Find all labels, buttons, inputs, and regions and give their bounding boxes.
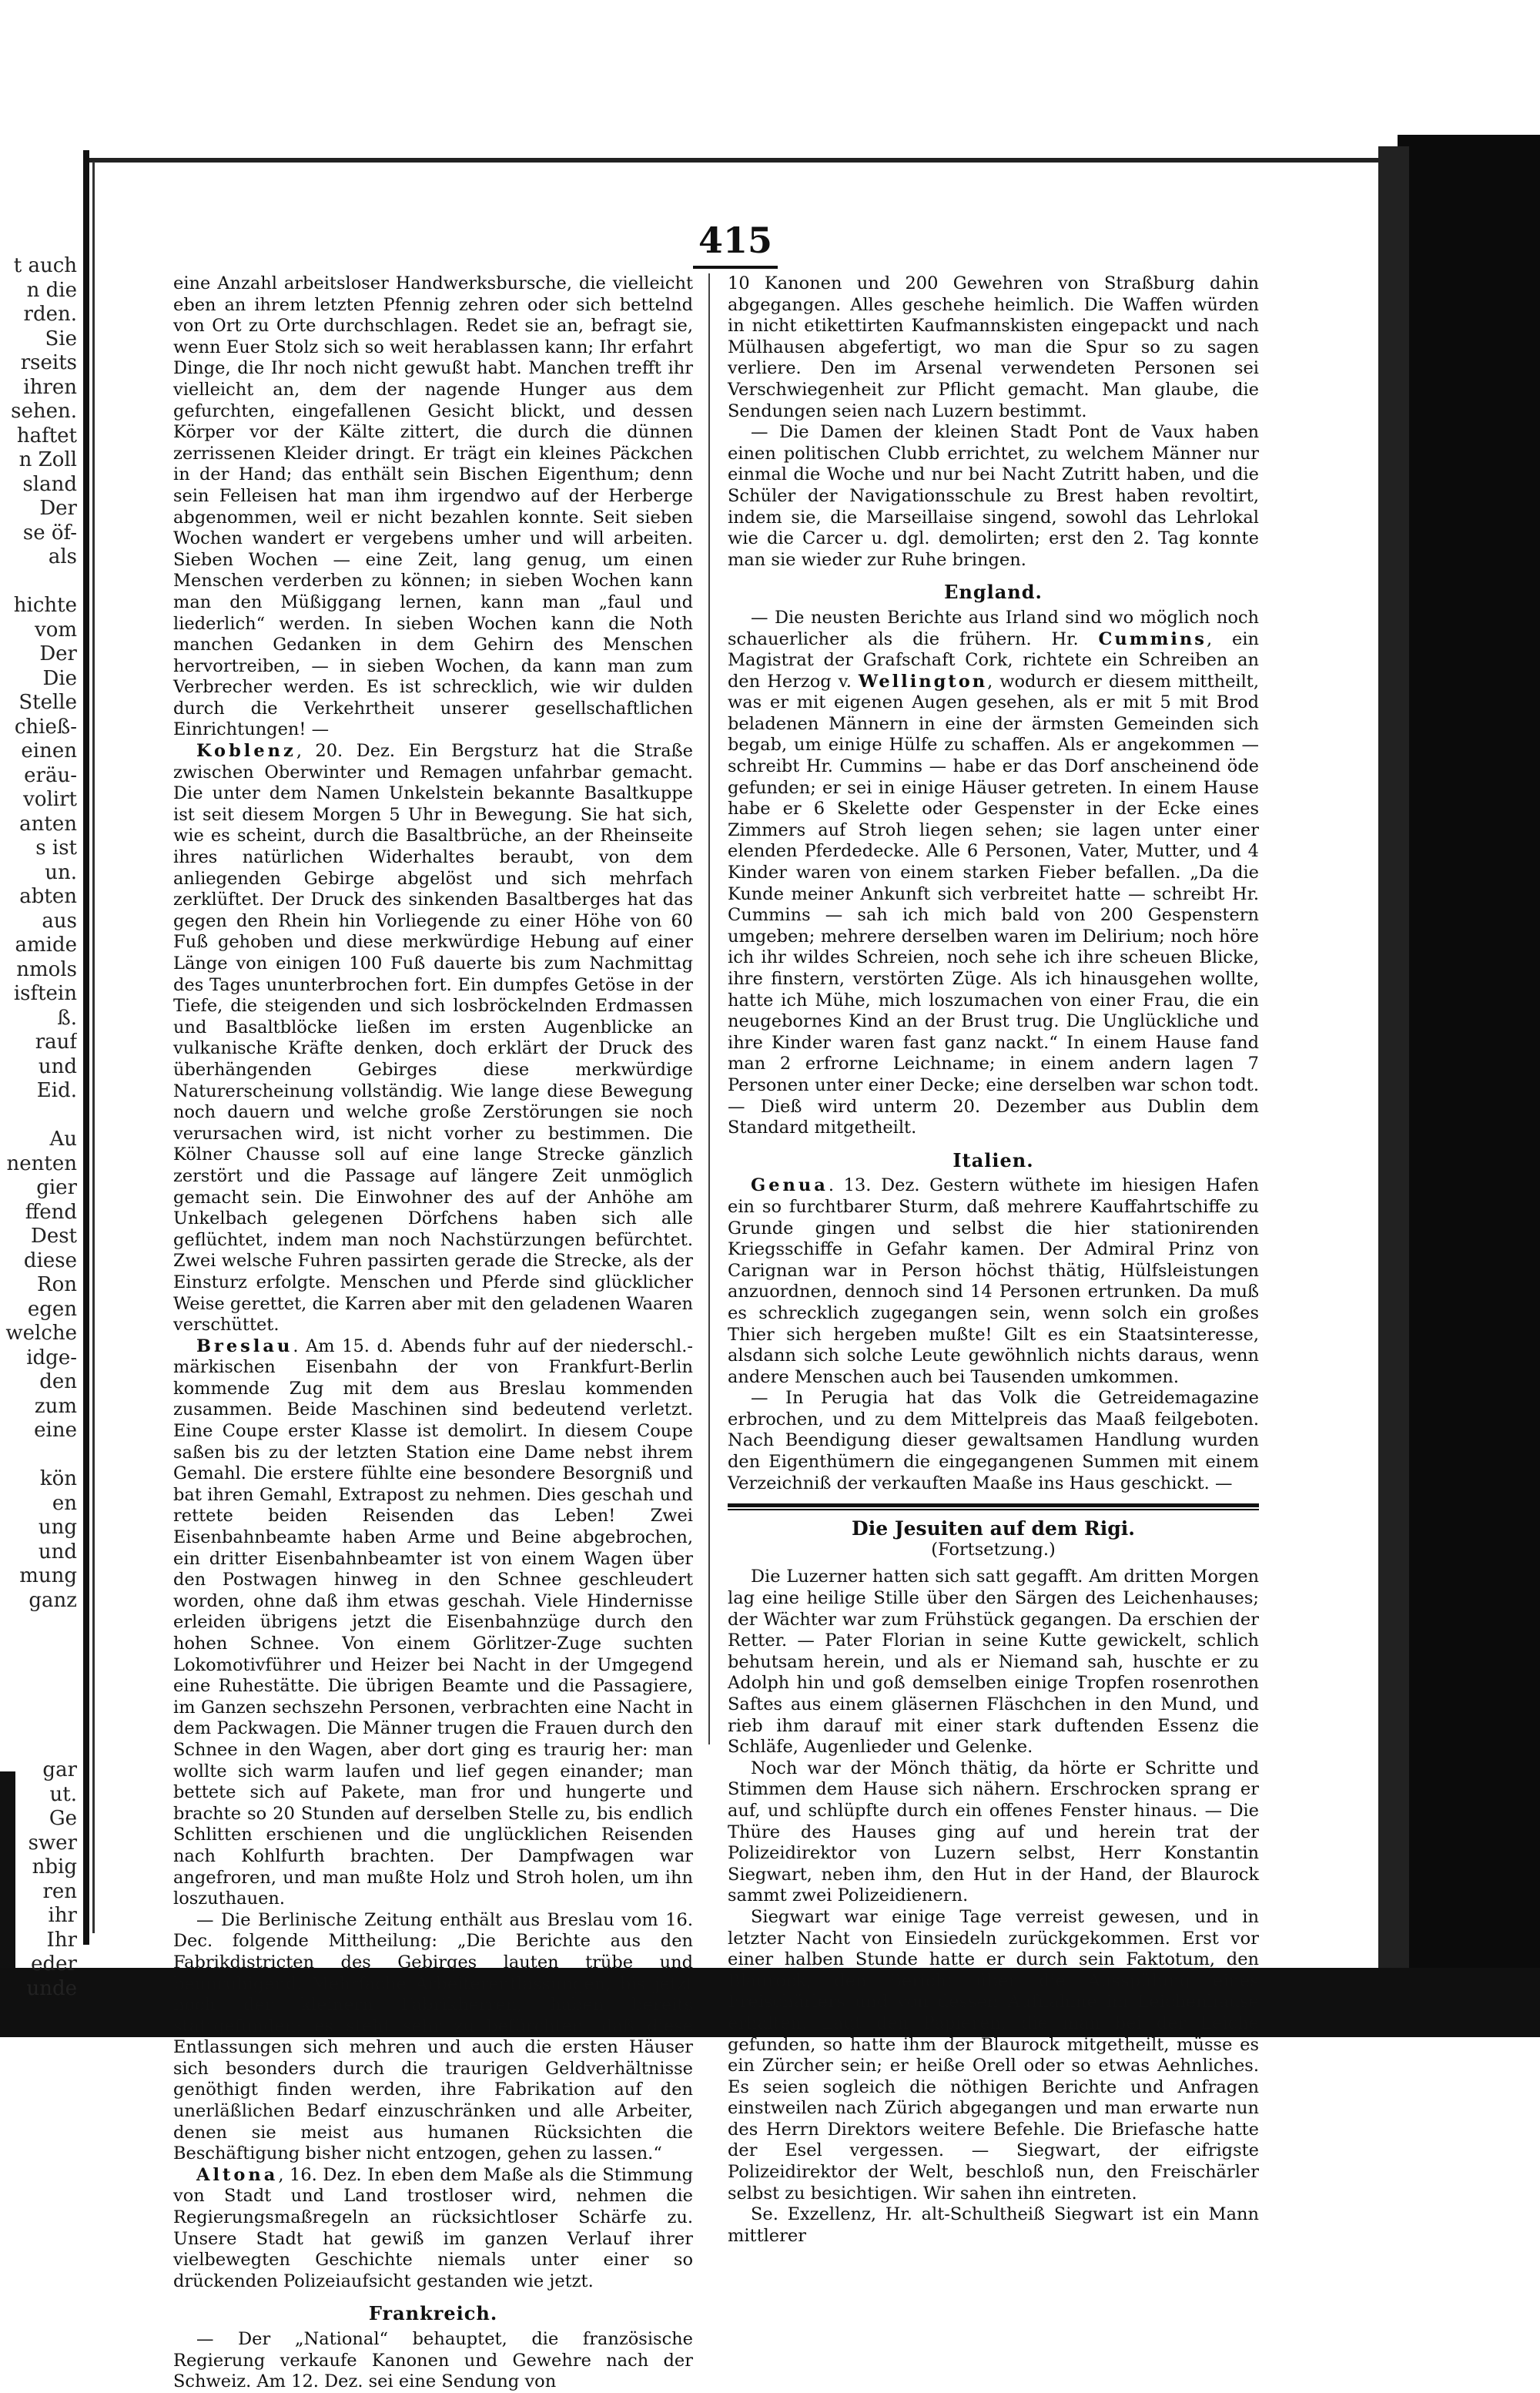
facing-page-fragment: aus: [42, 909, 77, 933]
article-ireland: [728, 608, 1259, 1139]
facing-page-fragment: Die: [42, 666, 77, 690]
article-wandering-workers: eine Anzahl arbeitsloser Handwerksbursche, die vielleicht eben an ihrem letzten Pfennig zehren oder sich bettelnd von Ort zu Orte durchschlagen. Redet sie an, befragt sie, wenn Euer Stolz sich so weit herablassen kann; Ihr erfahrt Dinge, die Ihr noch nicht gewußt habt. Manchen trefft ihr vielleicht an, dem der nagende Hunger aus dem gefurchten, eingefallenen Gesicht blickt, und dessen Körper vor der Kälte zittert, die durch die dünnen zerrissenen Kleider dringt. Er trägt ein kleines Päckchen in der Hand; das enthält sein Bischen Eigenthum; denn sein Felleisen hat man ihm irgendwo auf der Herberge abgenommen, weil er nicht bezahlen konnte. Seit sieben Wochen wandert er vergebens umher und will arbeiten. Sieben Wochen — eine Zeit, lang genug, um einen Menschen verderben zu können; in sieben Wochen kann man den Müßiggang lernen, kann man „faul und liederlich“ werden. In sieben Wochen kann die Noth manchen Gedanken in dem Gehirn des Menschen hervortreiben, — in sieben Wochen, da kann man zum Verbrecher werden. Es ist schrecklich, wie wir dulden durch die Verkehrtheit unserer gesellschaftlichen Einrichtungen! —: [173, 273, 693, 740]
article-national: — Der „National“ behauptet, die französische Regierung verkaufe Kanonen und Gewehre nach der Schweiz. Am 12. Dez. sei eine Sendung von: [173, 2329, 693, 2392]
facing-page-fragment: ganz: [28, 1588, 77, 1612]
facing-page-fragment: diese: [23, 1248, 77, 1272]
facing-page-fragment: Der: [39, 642, 77, 665]
column-divider: [708, 273, 710, 1744]
feuilleton-paragraph-4: Se. Exzellenz, Hr. alt-Schultheiß Siegwart ist ein Mann mittlerer: [728, 2204, 1259, 2246]
article-ireland-text-b: , ein Magistrat der Grafschaft Cork, richtete ein Schreiben an den Herzog v.: [728, 628, 1260, 692]
facing-page-fragment: egen: [27, 1297, 77, 1321]
facing-page-fragment: eräu-: [24, 763, 77, 787]
facing-page-fragment: Au: [49, 1128, 77, 1151]
page-number: 415: [693, 220, 778, 269]
facing-page-fragment: [0, 1710, 77, 1734]
facing-page-fragment: [0, 1686, 77, 1711]
scan-edge-right: [1398, 135, 1540, 2037]
facing-page-fragments: [0, 254, 77, 2001]
facing-page-fragment: [0, 570, 77, 595]
name-wellington: Wellington: [858, 671, 988, 692]
facing-page-fragment: ren: [42, 1879, 77, 1903]
facing-page-fragment: abten: [19, 885, 77, 908]
article-genua: [728, 1175, 1259, 1388]
feuilleton-paragraph-3: Siegwart war einige Tage verreist gewesen, und in letzter Nacht von Einsiedeln zurückgekommen. Erst vor einer halben Stunde hatte er durch sein Faktotum, den Blaurock, den Bericht über die Ausspülung eines Freischärlers und von dessen Aufnahme im Leichenhause erhalten. Laut den Papieren, die man bei der Leiche gefunden, so hatte ihm der Blaurock mitgetheilt, müsse es ein Zürcher sein; er heiße Orell oder so etwas Aehnliches. Es seien sogleich die nöthigen Berichte und Anfragen einstweilen nach Zürich abgegangen und man erwarte nun des Herrn Direktors weitere Befehle. Die Briefasche hatte der Esel vergessen. — Siegwart, der eifrigste Polizeidirektor der Welt, beschloß nun, den Freischärler selbst zu besichtigen. Wir sahen ihn eintreten.: [728, 1906, 1259, 2204]
facing-page-fragment: eder: [31, 1952, 77, 1976]
facing-page-fragment: chieß-: [14, 715, 77, 739]
facing-page-fragment: ihren: [23, 375, 77, 399]
facing-page-fragment: se öf-: [22, 521, 77, 545]
dateline-breslau: Breslau: [196, 1336, 293, 1356]
facing-page-fragment: und: [38, 1540, 77, 1563]
article-weapons-continued: 10 Kanonen und 200 Gewehren von Straßburg dahin abgegangen. Alles geschehe heimlich. Die Waffen würden in nicht etikettirten Kaufmannskisten eingepackt und nach Mülhausen abgefertigt, wo man die Spur so zu sagen verliere. Den im Arsenal verwendeten Personen sei Verschwiegenheit zur Pflicht gemacht. Man glaube, die Sendungen seien nach Luzern bestimmt.: [728, 273, 1259, 421]
facing-page-fragment: Ron: [37, 1273, 77, 1296]
facing-page-fragment: anten: [19, 812, 77, 836]
article-pont-de-vaux: — Die Damen der kleinen Stadt Pont de Vaux haben einen politischen Clubb errichtet, zu welchem Männer nur einmal die Woche und nur bei Nacht Zutritt haben, und die Schüler der Navigationsschule zu Brest haben revoltirt, indem sie, die Marseillaise singend, sowohl das Lehrlokal wie die Carcer u. dgl. demolirten; erst den 2. Tag konnte man sie wieder zur Ruhe bringen.: [728, 422, 1259, 570]
facing-page-fragment: [0, 1104, 77, 1128]
dateline-altona: Altona: [196, 2164, 279, 2185]
article-altona: [173, 2165, 693, 2293]
facing-page-fragment: [0, 1637, 77, 1662]
facing-page-fragment: [0, 1661, 77, 1686]
article-breslau: [173, 1336, 693, 1910]
dateline-koblenz: Koblenz: [196, 741, 296, 762]
facing-page-fragment: [0, 1734, 77, 1759]
facing-page-fragment: amide: [15, 933, 77, 957]
article-altona-text: , 16. Dez. In eben dem Maße als die Stimmung von Stadt und Land trostloser wird, nehmen die Regierungsmaßregeln an rücksichtloser Schärfe zu. Unsere Stadt hat gewiß im ganzen Verlauf ihrer vielbewegten Geschichte niemals unter einer so drückenden Polizeiaufsicht gestanden wie jetzt.: [173, 2164, 693, 2291]
facing-page-fragment: eine: [34, 1419, 77, 1442]
facing-page-fragment: Ihr: [46, 1928, 77, 1952]
facing-page-fragment: einen: [21, 739, 77, 762]
facing-page-fragment: sehen.: [11, 400, 77, 423]
section-head-frankreich: Frankreich.: [368, 2302, 498, 2325]
facing-page-fragment: hichte: [13, 594, 77, 617]
facing-page-fragment: [0, 1443, 77, 1468]
article-ireland-text-a: — Die neusten Berichte aus Irland sind wo möglich noch schauerlicher als die frühern. Hr.: [728, 607, 1259, 649]
facing-page-fragment: haftet: [16, 424, 77, 447]
section-rule-thin: [728, 1509, 1259, 1510]
facing-page-fragment: isftein: [13, 982, 77, 1005]
article-ireland-text-c: , wodurch er diesem mittheilt, was er mit eigenen Augen gesehen, als er mit 5 mit Brod beladenen Männern in eine der ärmsten Gemeinden sich begab, um einige Hülfe zu schaffen. Als er angekommen — schreibt Hr. Cummins — habe er das Dorf anscheinend öde gefunden; er sei in einige Häuser getreten. In einem Hause habe er 6 Skelette oder Gespenster in der Ecke eines Zimmers auf Stroh liegen sehen; sie lagen unter einer elenden Pferdedecke. Alle 6 Personen, Vater, Mutter, und 4 Kinder waren von einem starken Fieber befallen. „Da die Kunde meiner Ankunft sich verbreitet hatte — schreibt Hr. Cummins — sah ich mich bald von 200 Gespenstern umgeben; mehrere derselben waren im Delirium; noch höre ich ihr wildes Schreien, noch sehe ich ihre scheuen Blicke, ihre finstern, verstörten Züge. Als ich hinausgehen wollte, hatte ich Mühe, mich loszumachen von einer Frau, die ein neugebornes Kind an der Brust trug. Die Unglückliche und ihre Kinder waren fast ganz nackt.“ In einem Hause fand man 2 erfrorne Leichname; in einem andern lagen 7 Personen unter einer Decke; eine derselben war schon todt. — Dieß wird unterm 20. Dezember aus Dublin dem Standard mitgetheilt.: [728, 671, 1260, 1138]
facing-page-fragment: ut.: [49, 1782, 77, 1806]
facing-page-fragment: rseits: [20, 351, 77, 374]
facing-page-fragment: welche: [5, 1322, 77, 1345]
left-column: [173, 273, 693, 2393]
scan-edge-right-inner: [1378, 146, 1409, 2010]
facing-page-fragment: rden.: [23, 303, 77, 326]
facing-page-fragment: mung: [19, 1564, 77, 1587]
article-berlinische-zeitung: — Die Berlinische Zeitung enthält aus Breslau vom 16. Dec. folgende Mittheilung: „Die Berichte aus den Fabrikdistricten des Gebirges lauten trübe und beunruhigend. Mehrfache Arbeiterentlassungen, bis jetzt noch der kleinern Fabrikherren, haben bereits stattgefunden; es steht sehr zu befürchten, daß diese Entlassungen sich mehren und auch die ersten Häuser sich besonders durch die traurigen Geldverhältnisse genöthigt finden werden, ihre Fabrikation auf den unerläßlichen Bedarf einzuschränken und alle Arbeiter, denen sie meist aus humanen Rücksichten die Beschäftigung bisher nicht entzogen, gehen zu lassen.“: [173, 1909, 693, 2164]
facing-page-fragment: zum: [34, 1394, 77, 1418]
facing-page-fragment: sland: [22, 472, 77, 496]
facing-page-fragment: ung: [38, 1516, 77, 1539]
right-column: [728, 273, 1259, 2247]
section-head-england: England.: [944, 581, 1043, 604]
article-koblenz-text: , 20. Dez. Ein Bergsturz hat die Straße zwischen Oberwinter und Remagen unfahrbar gemacht. Die unter dem Namen Unkelstein bekannte Basaltkuppe ist seit diesem Morgen 5 Uhr in Bewegung. Sie hat sich, wie es scheint, durch die Basaltbrüche, an der Rheinseite ihres natürlichen Widerhaltes beraubt, von dem anliegenden Gebirge abgelöst und sich mehrfach zerklüftet. Der Druck des sinkenden Basaltberges hat das gegen den Rhein hin Vorliegende zu einer Höhe von 60 Fuß gehoben und diese merkwürdige Hebung auf einer Länge von einigen 100 Fuß dauerte bis zum Nachmittag des Tages ununterbrochen fort. Ein dumpfes Getöse in der Tiefe, die steigenden und sich losbröckelnden Erdmassen und Basaltblöcke ließen im ersten Augenblicke an vulkanische Kräfte denken, doch erklärt der Druck des überhängenden Gebirges diese merkwürdige Naturerscheinung vollständig. Wie lange diese Bewegung noch dauern und welche große Zerstörungen sie noch verursachen wird, ist nicht vorher zu bestimmen. Die Kölner Chausse soll auf eine lange Strecke gänzlich zerstört und die Passage auf längere Zeit unmöglich gemacht sein. Die Einwohner des auf der Anhöhe am Unkelbach gelegenen Dörfchens haben sich alle geflüchtet, indem man noch Nachstürzungen befürchtet. Zwei welsche Fuhren passirten gerade die Strecke, als der Einsturz erfolgte. Menschen und Pferde sind glücklicher Weise gerettet, die Karren aber mit den geladenen Waaren verschüttet.: [173, 741, 693, 1336]
facing-page-fragment: kön: [39, 1467, 77, 1490]
section-rule-thick: [728, 1503, 1259, 1507]
page-top-border: [89, 158, 1398, 163]
facing-page-fragment: nmols: [16, 957, 77, 981]
facing-page-fragment: gar: [42, 1758, 77, 1781]
facing-page-fragment: Dest: [30, 1225, 77, 1248]
facing-page-fragment: als: [48, 545, 77, 568]
facing-page-fragment: nbig: [32, 1855, 77, 1879]
article-perugia: — In Perugia hat das Volk die Getreidemagazine erbrochen, und zu dem Mittelpreis das Maaß feilgeboten. Nach Beendigung dieser gewaltsamen Handlung wurden den Eigenthümern die eingegangenen Summen mit einem Verzeichniß der verkauften Maaße ins Haus geschickt. —: [728, 1388, 1259, 1493]
facing-page-fragment: ß.: [57, 1006, 77, 1030]
facing-page-fragment: s ist: [35, 836, 77, 860]
facing-page-fragment: unde: [26, 1976, 77, 2000]
feuilleton-title: Die Jesuiten auf dem Rigi.: [852, 1517, 1135, 1540]
feuilleton-paragraph-1: Die Luzerner hatten sich satt gegafft. Am dritten Morgen lag eine heilige Stille über den Särgen des Leichenhauses; der Wächter war zum Frühstück gegangen. Da erschien der Retter. — Pater Florian in seine Kutte gewickelt, schlich behutsam herein, und als er Niemand sah, huschte er zu Adolph hin und goß demselben einige Tropfen rosenrothen Saftes aus einem gläsernen Fläschchen in den Mund, und rieb ihm darauf mit einer stark duftenden Essenz die Schläfe, Augenlieder und Gelenke.: [728, 1567, 1259, 1758]
facing-page-fragment: Eid.: [36, 1079, 77, 1102]
facing-page-fragment: Der: [39, 497, 77, 520]
facing-page-fragment: ihr: [48, 1904, 77, 1927]
facing-page-fragment: t auch: [13, 254, 77, 277]
article-breslau-text: . Am 15. d. Abends fuhr auf der niederschl.-märkischen Eisenbahn der von Frankfurt-Berlin kommende Zug mit dem aus Breslau kommenden zusammen. Beide Maschinen sind bedeutend verletzt. Eine Coupe erster Klasse ist demolirt. In diesem Coupe saßen bis zu der letzten Station eine Dame nebst ihrem Gemahl. Die erstere fühlte eine besondere Besorgniß und bat ihren Gemahl, Extrapost zu nehmen. Dies geschah und rettete beiden Reisenden das Leben! Zwei Eisenbahnbeamte haben Arme und Beine abgebrochen, ein dritter Eisenbahnbeamter ist von einem Wagen über den Postwagen hinweg in den Schnee geschleudert worden, ohne daß ihm etwas geschah. Viele Hindernisse erleiden übrigens jetzt die Eisenbahnzüge durch den hohen Schnee. Von einem Görlitzer-Zuge suchten Lokomotivführer und Heizer bei Nacht in der Umgegend eine Ruhestätte. Die übrigen Beamte und die Passagiere, im Ganzen sechszehn Personen, verbrachten eine Nacht in dem Packwagen. Die Männer trugen die Frauen durch den Schnee in den Wagen, aber dort ging es traurig her: man wollte sich warm laufen und lief gegen einander; man bettete sich auf Pakete, man fror und hungerte und brachte so 20 Stunden auf derselben Stelle zu, bis endlich Schlitten erschienen und die unglücklichen Reisenden nach Kohlfurth brachten. Der Dampfwagen war angefroren, und man mußte Holz und Stroh holen, um ihn loszuthauen.: [173, 1336, 693, 1909]
facing-page-fragment: [0, 1613, 77, 1637]
facing-page-fragment: Ge: [49, 1807, 77, 1830]
facing-page-fragment: ffend: [25, 1200, 77, 1224]
scan-background: [0, 0, 1540, 92]
facing-page-fragment: en: [52, 1491, 77, 1515]
feuilleton-subtitle: (Fortsetzung.): [931, 1539, 1056, 1560]
facing-page-fragment: swer: [28, 1831, 77, 1855]
facing-page-fragment: n Zoll: [18, 448, 77, 471]
name-cummins: Cummins: [1098, 628, 1207, 649]
left-page-border-inner: [92, 162, 95, 1933]
section-head-italien: Italien.: [952, 1148, 1034, 1171]
article-koblenz: [173, 741, 693, 1336]
facing-page-fragment: gier: [36, 1176, 77, 1199]
facing-page-fragment: Stelle: [18, 691, 77, 714]
article-genua-text: . 13. Dez. Gestern wüthete im hiesigen Hafen ein so furchtbarer Sturm, daß mehrere Kauffahrtschiffe zu Grunde gingen und selbst die hier stationirenden Kriegsschiffe in Gefahr kamen. Der Admiral Prinz von Carignan war in Person höchst thätig, Hülfsleistungen anzuordnen, dennoch sind 14 Personen ertrunken. Da muß es schrecklich zugegangen sein, wenn solch ein großes Thier sich hergeben mußte! Gilt es ein Staatsinteresse, alsdann sich solche Leute gewöhnlich nichts daraus, wenn andere Menschen auch bei Tausenden umkommen.: [728, 1175, 1259, 1387]
feuilleton-paragraph-2: Noch war der Mönch thätig, da hörte er Schritte und Stimmen dem Hause sich nähern. Erschrocken sprang er auf, und schlüpfte durch ein offenes Fenster hinaus. — Die Thüre des Hauses ging auf und herein trat der Polizeidirektor von Luzern selbst, Herr Konstantin Siegwart, neben ihm, den Hut in der Hand, der Blaurock sammt zwei Polizeidienern.: [728, 1758, 1259, 1906]
facing-page-fragment: rauf: [35, 1031, 77, 1054]
facing-page-fragment: n die: [26, 278, 77, 302]
facing-page-fragment: volirt: [23, 788, 77, 811]
facing-page-fragment: vom: [35, 618, 77, 642]
facing-page-fragment: Sie: [45, 327, 77, 350]
facing-page-fragment: nenten: [6, 1151, 77, 1175]
dateline-genua: Genua: [751, 1175, 829, 1196]
facing-page-fragment: idge-: [26, 1346, 77, 1369]
left-page-border: [83, 150, 89, 1945]
facing-page-fragment: un.: [45, 860, 77, 884]
facing-page-fragment: den: [39, 1370, 77, 1393]
facing-page-fragment: und: [38, 1054, 77, 1078]
